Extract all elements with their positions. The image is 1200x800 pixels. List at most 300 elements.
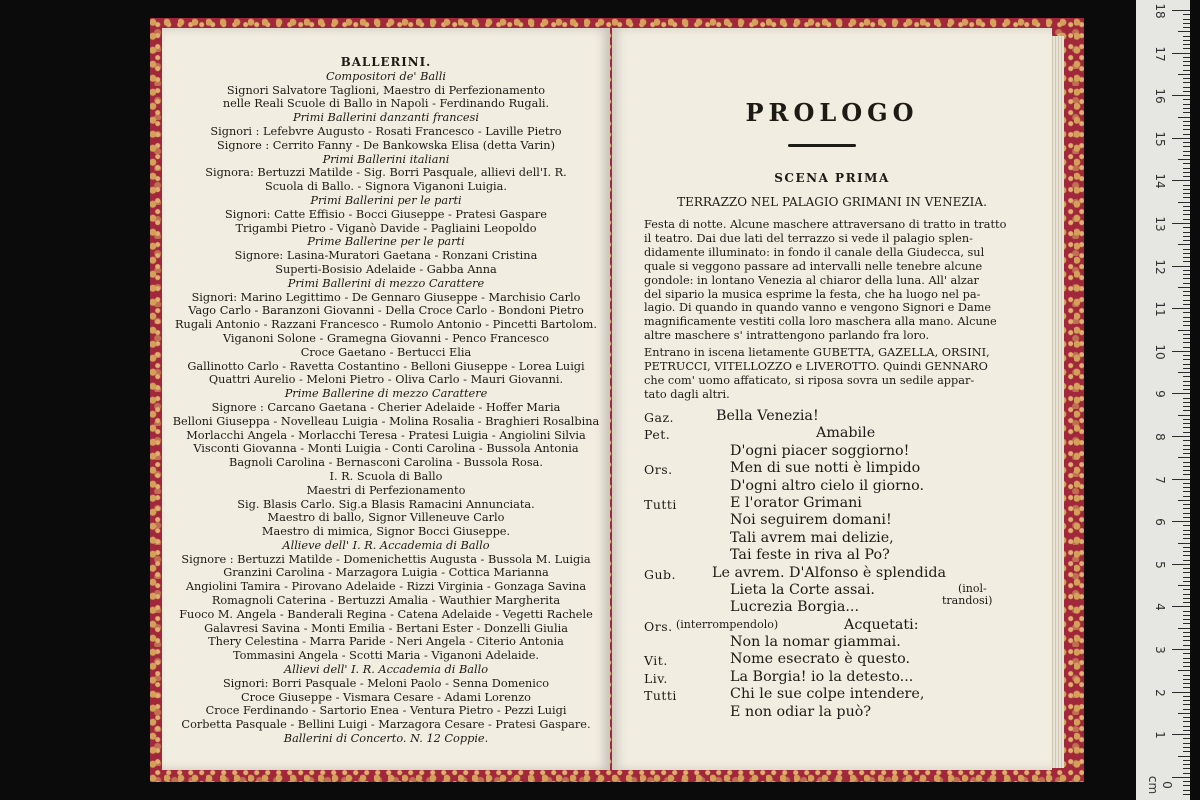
title-rule bbox=[788, 144, 856, 147]
ruler-tick bbox=[1183, 577, 1190, 578]
ruler-tick bbox=[1183, 768, 1190, 769]
ruler-tick bbox=[1178, 244, 1190, 245]
ruler-tick bbox=[1183, 406, 1190, 407]
paragraph-line: che com' uomo affaticato, si riposa sovra un sedile appar- bbox=[644, 373, 975, 387]
ruler-label: 7 bbox=[1153, 475, 1167, 484]
verse-text: Lieta la Corte assai. bbox=[730, 581, 875, 598]
ruler-tick bbox=[1183, 206, 1190, 207]
measurement-ruler bbox=[1136, 0, 1190, 800]
ruler-label: 6 bbox=[1153, 518, 1167, 526]
ruler-tick bbox=[1183, 129, 1190, 130]
cast-line: Maestro di ballo, Signor Villeneuve Carlo bbox=[267, 511, 505, 525]
cast-line: I. R. Scuola di Ballo bbox=[329, 469, 443, 483]
verse-text: Chi le sue colpe intendere, bbox=[730, 686, 925, 703]
ruler-tick bbox=[1183, 555, 1190, 556]
ruler-tick bbox=[1172, 223, 1190, 224]
ruler-tick bbox=[1183, 249, 1190, 250]
cast-line: Angiolini Tamira - Pirovano Adelaide - Rizzi Virginia - Gonzaga Savina bbox=[185, 580, 587, 594]
paragraph-line: Entrano in iscena lietamente GUBETTA, GAZELLA, ORSINI, bbox=[644, 346, 990, 359]
ruler-tick bbox=[1178, 287, 1190, 288]
cast-line: Signori: Catte Effisio - Bocci Giuseppe - Pratesi Gaspare bbox=[225, 207, 547, 221]
cast-line: Trigambi Pietro - Viganò Davide - Pagliaini Leopoldo bbox=[235, 221, 537, 235]
cast-line: Corbetta Pasquale - Bellini Luigi - Marzagora Cesare - Pratesi Gaspare. bbox=[181, 718, 591, 732]
ruler-tick bbox=[1183, 402, 1190, 403]
verse-text: La Borgia! io la detesto... bbox=[730, 668, 914, 685]
ruler-tick bbox=[1172, 479, 1190, 480]
ruler-tick bbox=[1183, 325, 1190, 326]
ruler-tick bbox=[1183, 270, 1190, 271]
ruler-tick bbox=[1183, 572, 1190, 573]
ruler-tick bbox=[1183, 355, 1190, 356]
ruler-tick bbox=[1172, 308, 1190, 309]
ruler-tick bbox=[1183, 168, 1190, 169]
ruler-tick bbox=[1183, 534, 1190, 535]
verse-line bbox=[644, 495, 1024, 512]
verse-line bbox=[644, 460, 1024, 477]
ruler-tick bbox=[1183, 530, 1190, 531]
ruler-tick bbox=[1183, 615, 1190, 616]
ruler-tick bbox=[1183, 189, 1190, 190]
ruler-tick bbox=[1183, 78, 1190, 79]
ruler-tick bbox=[1183, 210, 1190, 211]
ruler-tick bbox=[1183, 274, 1190, 275]
ruler-tick bbox=[1183, 568, 1190, 569]
speaker-name: Liv. bbox=[644, 670, 668, 686]
verse-text: Tai feste in riva al Po? bbox=[730, 547, 890, 564]
verse-line bbox=[644, 425, 1024, 442]
ruler-tick bbox=[1183, 462, 1190, 463]
ruler-tick bbox=[1183, 538, 1190, 539]
ruler-tick bbox=[1172, 777, 1190, 778]
ruler-tick bbox=[1183, 291, 1190, 292]
ruler-tick bbox=[1183, 385, 1190, 386]
cast-line: Signore: Lasina-Muratori Gaetana - Ronzani Cristina bbox=[234, 249, 538, 263]
ruler-tick bbox=[1183, 214, 1190, 215]
ruler-tick bbox=[1172, 95, 1190, 96]
ruler-tick bbox=[1183, 82, 1190, 83]
ruler-tick bbox=[1183, 764, 1190, 765]
cast-line: Ballerini di Concerto. N. 12 Coppie. bbox=[283, 732, 489, 746]
ruler-tick bbox=[1183, 560, 1190, 561]
cast-line: Croce Giuseppe - Vismara Cesare - Adami Lorenzo bbox=[241, 690, 531, 704]
ruler-tick bbox=[1183, 453, 1190, 454]
ruler-label: 5 bbox=[1153, 560, 1167, 569]
cast-line: Fuoco M. Angela - Banderali Regina - Catena Adelaide - Vegetti Rachele bbox=[179, 607, 593, 621]
ruler-tick bbox=[1172, 521, 1190, 522]
ruler-tick bbox=[1183, 368, 1190, 369]
verse-text: Amabile bbox=[816, 425, 876, 442]
stage-direction-2 bbox=[644, 346, 996, 402]
verse-text: Tali avrem mai delizie, bbox=[730, 529, 894, 546]
speaker-name: Tutti bbox=[644, 496, 677, 512]
ruler-tick bbox=[1183, 134, 1190, 135]
ruler-tick bbox=[1183, 738, 1190, 739]
ruler-tick bbox=[1183, 721, 1190, 722]
ruler-tick bbox=[1172, 393, 1190, 394]
cast-line: Signori : Lefebvre Augusto - Rosati Francesco - Laville Pietro bbox=[210, 124, 562, 138]
cast-line: Primi Ballerini italiani bbox=[322, 152, 450, 166]
paragraph-line: didamente illuminato: in fondo il canale della Giudecca, sul bbox=[644, 245, 985, 259]
ruler-tick bbox=[1183, 449, 1190, 450]
verse-text: E l'orator Grimani bbox=[730, 494, 862, 511]
ruler-tick bbox=[1183, 598, 1190, 599]
ruler-tick bbox=[1183, 594, 1190, 595]
ruler-tick bbox=[1183, 432, 1190, 433]
ruler-tick bbox=[1178, 372, 1190, 373]
verse-text: Bella Venezia! bbox=[716, 408, 819, 424]
ruler-tick bbox=[1183, 398, 1190, 399]
ruler-label: 10 bbox=[1153, 344, 1167, 360]
ruler-tick bbox=[1178, 756, 1190, 757]
cast-line: Morlacchi Angela - Morlacchi Teresa - Pratesi Luigia - Angiolini Silvia bbox=[186, 428, 586, 442]
verse-text: Non la nomar giammai. bbox=[730, 634, 901, 651]
ruler-tick bbox=[1178, 713, 1190, 714]
verse-text: D'ogni piacer soggiorno! bbox=[730, 442, 910, 459]
ruler-tick bbox=[1183, 334, 1190, 335]
cast-line: Romagnoli Caterina - Bertuzzi Amalia - Wauthier Margherita bbox=[211, 594, 561, 608]
paragraph-line: PETRUCCI, VITELLOZZO e LIVEROTTO. Quindi GENNARO bbox=[644, 359, 988, 373]
cast-line: Bagnoli Carolina - Bernasconi Carolina - Bussola Rosa. bbox=[229, 456, 543, 470]
cast-line: Visconti Giovanna - Monti Luigia - Conti Carolina - Bussola Antonia bbox=[193, 442, 579, 456]
ruler-tick bbox=[1183, 423, 1190, 424]
ruler-tick bbox=[1183, 104, 1190, 105]
ruler-tick bbox=[1183, 709, 1190, 710]
speaker-name: Ors. bbox=[644, 618, 673, 634]
ruler-tick bbox=[1178, 628, 1190, 629]
ruler-tick bbox=[1178, 117, 1190, 118]
ruler-tick bbox=[1183, 696, 1190, 697]
stage-note-inoltrandosi-1: (inol- bbox=[958, 582, 987, 595]
ruler-tick bbox=[1172, 53, 1190, 54]
ruler-tick bbox=[1183, 658, 1190, 659]
ruler-tick bbox=[1183, 295, 1190, 296]
paragraph-line: del sipario la musica esprime la festa, che ha luogo nel pa- bbox=[644, 287, 981, 301]
ruler-tick bbox=[1183, 163, 1190, 164]
ruler-tick bbox=[1183, 623, 1190, 624]
cast-line: Quattri Aurelio - Meloni Pietro - Oliva Carlo - Mauri Giovanni. bbox=[208, 373, 564, 387]
ruler-tick bbox=[1183, 236, 1190, 237]
verse-line bbox=[644, 478, 1024, 495]
ruler-tick bbox=[1183, 632, 1190, 633]
ruler-tick bbox=[1183, 99, 1190, 100]
ruler-tick bbox=[1172, 266, 1190, 267]
ruler-tick bbox=[1183, 23, 1190, 24]
cast-line: Croce Gaetano - Bertucci Elia bbox=[300, 345, 472, 359]
ruler-tick bbox=[1183, 790, 1190, 791]
verse-block bbox=[644, 408, 1024, 721]
ruler-tick bbox=[1178, 415, 1190, 416]
verse-line bbox=[644, 704, 1024, 721]
verse-text: Acquetati: bbox=[844, 616, 919, 633]
ruler-tick bbox=[1183, 278, 1190, 279]
ruler-tick bbox=[1178, 543, 1190, 544]
ruler-tick bbox=[1183, 57, 1190, 58]
ruler-tick bbox=[1183, 359, 1190, 360]
cast-line: Signore : Carcano Gaetana - Cherier Adelaide - Hoffer Maria bbox=[211, 400, 561, 414]
ruler-tick bbox=[1183, 794, 1190, 795]
ruler-tick bbox=[1183, 785, 1190, 786]
cast-line: Vago Carlo - Baranzoni Giovanni - Della Croce Carlo - Bondoni Pietro bbox=[188, 304, 584, 318]
ruler-tick bbox=[1183, 146, 1190, 147]
ruler-tick bbox=[1183, 474, 1190, 475]
ruler-tick bbox=[1183, 525, 1190, 526]
cast-line: Sig. Blasis Carlo. Sig.a Blasis Ramacini Annunciata. bbox=[237, 497, 535, 511]
cast-line: Signori: Borri Pasquale - Meloni Paolo - Senna Domenico bbox=[222, 676, 550, 690]
ruler-tick bbox=[1183, 751, 1190, 752]
ruler-tick bbox=[1172, 564, 1190, 565]
ruler-tick bbox=[1183, 232, 1190, 233]
ruler-tick bbox=[1178, 457, 1190, 458]
ruler-tick bbox=[1172, 138, 1190, 139]
verse-line bbox=[644, 669, 1024, 686]
ruler-tick bbox=[1183, 747, 1190, 748]
cast-line: Granzini Carolina - Marzagora Luigia - Cottica Marianna bbox=[223, 566, 549, 580]
verse-line bbox=[644, 443, 1024, 460]
scene-location: TERRAZZO NEL PALAGIO GRIMANI IN VENEZIA. bbox=[677, 195, 987, 209]
verse-text: Le avrem. D'Alfonso è splendida bbox=[712, 564, 947, 581]
ruler-tick bbox=[1183, 611, 1190, 612]
ruler-tick bbox=[1178, 159, 1190, 160]
ruler-tick bbox=[1183, 547, 1190, 548]
ruler-tick bbox=[1183, 504, 1190, 505]
ruler-tick bbox=[1183, 517, 1190, 518]
ruler-tick bbox=[1183, 87, 1190, 88]
ruler-tick bbox=[1183, 508, 1190, 509]
ruler-tick bbox=[1183, 581, 1190, 582]
paragraph-line: il teatro. Dai due lati del terrazzo si vede il palagio splen- bbox=[644, 231, 973, 245]
ruler-tick bbox=[1183, 253, 1190, 254]
verse-text: Men di sue notti è limpido bbox=[730, 460, 921, 477]
ruler-tick bbox=[1178, 585, 1190, 586]
ruler-tick bbox=[1183, 491, 1190, 492]
ruler-tick bbox=[1183, 108, 1190, 109]
ruler-tick bbox=[1183, 551, 1190, 552]
cast-line: Belloni Giuseppa - Novelleau Luigia - Molina Rosalia - Braghieri Rosalbina bbox=[172, 414, 600, 428]
paragraph-line: tato dagli altri. bbox=[644, 387, 730, 401]
ruler-tick bbox=[1183, 91, 1190, 92]
ruler-tick bbox=[1183, 48, 1190, 49]
ruler-label: 15 bbox=[1153, 131, 1167, 147]
ruler-tick bbox=[1172, 734, 1190, 735]
ruler-tick bbox=[1172, 436, 1190, 437]
ruler-tick bbox=[1183, 700, 1190, 701]
ruler-tick bbox=[1183, 773, 1190, 774]
ruler-tick bbox=[1183, 317, 1190, 318]
page-title: PROLOGO bbox=[745, 98, 919, 127]
ruler-tick bbox=[1183, 760, 1190, 761]
cast-line: Primi Ballerini di mezzo Carattere bbox=[287, 276, 485, 290]
ruler-tick bbox=[1183, 40, 1190, 41]
speaker-name: Vit. bbox=[644, 653, 668, 669]
verse-line bbox=[644, 547, 1024, 564]
ruler-tick bbox=[1183, 483, 1190, 484]
ruler-tick bbox=[1183, 602, 1190, 603]
ruler-tick bbox=[1172, 649, 1190, 650]
cast-list bbox=[162, 56, 610, 746]
ruler-tick bbox=[1183, 300, 1190, 301]
ruler-tick bbox=[1183, 730, 1190, 731]
ruler-tick bbox=[1183, 683, 1190, 684]
ruler-tick bbox=[1172, 692, 1190, 693]
ruler-label: 18 bbox=[1153, 3, 1167, 19]
cast-line: Rugali Antonio - Razzani Francesco - Rumolo Antonio - Pincetti Bartolom. bbox=[175, 318, 597, 332]
ruler-label: 9 bbox=[1153, 390, 1167, 399]
cast-line: Thery Celestina - Marra Paride - Neri Angela - Citerio Antonia bbox=[208, 635, 564, 649]
ruler-tick bbox=[1183, 470, 1190, 471]
ruler-tick bbox=[1183, 44, 1190, 45]
ruler-tick bbox=[1183, 36, 1190, 37]
ruler-label: 12 bbox=[1153, 258, 1167, 275]
ruler-tick bbox=[1183, 717, 1190, 718]
ruler-label: 1 bbox=[1153, 731, 1167, 739]
ruler-label: 2 bbox=[1153, 688, 1167, 697]
ruler-tick bbox=[1183, 381, 1190, 382]
verse-line bbox=[644, 565, 1024, 582]
ruler-label: 4 bbox=[1153, 603, 1167, 612]
ruler-tick bbox=[1183, 419, 1190, 420]
verse-line bbox=[644, 651, 1024, 668]
speaker-name: Tutti bbox=[644, 688, 677, 704]
scene-heading: SCENA PRIMA bbox=[774, 171, 890, 185]
ruler-tick bbox=[1183, 636, 1190, 637]
ruler-tick bbox=[1183, 193, 1190, 194]
verse-line bbox=[644, 408, 1024, 425]
cast-line: Signore : Bertuzzi Matilde - Domenichettis Augusta - Bussola M. Luigia bbox=[181, 552, 591, 566]
ruler-tick bbox=[1183, 257, 1190, 258]
verse-line bbox=[644, 686, 1024, 703]
ruler-tick bbox=[1178, 202, 1190, 203]
verse-line bbox=[644, 634, 1024, 651]
ruler-tick bbox=[1183, 176, 1190, 177]
ruler-tick bbox=[1178, 330, 1190, 331]
ruler-tick bbox=[1183, 704, 1190, 705]
cast-line: Signori: Marino Legittimo - De Gennaro Giuseppe - Marchisio Carlo bbox=[191, 290, 581, 304]
ruler-tick bbox=[1178, 500, 1190, 501]
ruler-tick bbox=[1183, 466, 1190, 467]
cast-line: Tommasini Angela - Scotti Maria - Viganoni Adelaide. bbox=[232, 649, 540, 663]
ruler-tick bbox=[1183, 19, 1190, 20]
ruler-tick bbox=[1183, 283, 1190, 284]
ruler-tick bbox=[1183, 364, 1190, 365]
stage-note-inoltrandosi-2: trandosi) bbox=[942, 594, 993, 607]
verse-text: Lucrezia Borgia... bbox=[730, 599, 860, 616]
ruler-tick bbox=[1183, 312, 1190, 313]
ruler-label: 11 bbox=[1153, 301, 1167, 317]
verse-text: Nome esecrato è questo. bbox=[730, 651, 911, 668]
ruler-tick bbox=[1172, 10, 1190, 11]
ruler-tick bbox=[1183, 687, 1190, 688]
ruler-tick bbox=[1172, 351, 1190, 352]
ruler-tick bbox=[1183, 125, 1190, 126]
ruler-tick bbox=[1183, 240, 1190, 241]
ruler-tick bbox=[1178, 670, 1190, 671]
ruler-tick bbox=[1183, 781, 1190, 782]
ruler-tick bbox=[1183, 112, 1190, 113]
paragraph-line: gondole: in lontano Venezia al chiaror della luna. All' alzar bbox=[644, 273, 979, 287]
cast-line: Galavresi Savina - Monti Emilia - Bertani Ester - Donzelli Giulia bbox=[204, 621, 568, 635]
cast-line: nelle Reali Scuole di Ballo in Napoli - Ferdinando Rugali. bbox=[222, 97, 550, 111]
speaker-name: Gaz. bbox=[644, 410, 674, 425]
cast-line: Maestro di mimica, Signor Bocci Giuseppe. bbox=[261, 525, 511, 539]
ruler-tick bbox=[1183, 304, 1190, 305]
ruler-tick bbox=[1183, 679, 1190, 680]
ruler-tick bbox=[1183, 172, 1190, 173]
ruler-tick bbox=[1178, 74, 1190, 75]
verse-text: E non odiar la può? bbox=[730, 703, 872, 720]
cast-line: Scuola di Ballo. - Signora Viganoni Luigia. bbox=[264, 180, 508, 194]
speaker-name: Ors. bbox=[644, 462, 673, 478]
cast-line: Maestri di Perfezionamento bbox=[306, 483, 466, 497]
ruler-tick bbox=[1183, 440, 1190, 441]
ruler-tick bbox=[1183, 496, 1190, 497]
cast-line: Allieve dell' I. R. Accademia di Ballo bbox=[282, 538, 490, 552]
ruler-tick bbox=[1183, 261, 1190, 262]
cast-line: BALLERINI. bbox=[340, 55, 432, 69]
ruler-tick bbox=[1183, 155, 1190, 156]
right-page bbox=[612, 28, 1052, 770]
ruler-tick bbox=[1183, 14, 1190, 15]
ruler-tick bbox=[1183, 70, 1190, 71]
ruler-tick bbox=[1183, 185, 1190, 186]
page-edges bbox=[1050, 36, 1064, 768]
ruler-tick bbox=[1183, 726, 1190, 727]
ruler-tick bbox=[1183, 675, 1190, 676]
cast-line: Prime Ballerine per le parti bbox=[307, 235, 465, 249]
speaker-name: Gub. bbox=[644, 566, 677, 582]
ruler-tick bbox=[1183, 338, 1190, 339]
verse-line bbox=[644, 512, 1024, 529]
ruler-tick bbox=[1183, 61, 1190, 62]
ruler-label: 13 bbox=[1153, 216, 1167, 232]
ruler-tick bbox=[1183, 427, 1190, 428]
ruler-label: 14 bbox=[1153, 173, 1167, 190]
ruler-label: 8 bbox=[1153, 433, 1167, 441]
ruler-tick bbox=[1178, 31, 1190, 32]
verse-line bbox=[644, 530, 1024, 547]
ruler-tick bbox=[1183, 513, 1190, 514]
ruler-tick bbox=[1183, 65, 1190, 66]
cast-line: Primi Ballerini per le parti bbox=[310, 193, 462, 207]
ruler-tick bbox=[1183, 342, 1190, 343]
ruler-tick bbox=[1183, 321, 1190, 322]
ruler-tick bbox=[1183, 410, 1190, 411]
left-page bbox=[162, 28, 610, 770]
paragraph-line: altre maschere s' intrattengono parlando fra loro. bbox=[644, 329, 930, 343]
cast-line: Signore : Cerrito Fanny - De Bankowska Elisa (detta Varin) bbox=[217, 138, 555, 152]
ruler-tick bbox=[1183, 151, 1190, 152]
cast-line: Primi Ballerini danzanti francesi bbox=[293, 111, 479, 125]
ruler-tick bbox=[1183, 445, 1190, 446]
ruler-tick bbox=[1172, 606, 1190, 607]
ruler-tick bbox=[1183, 662, 1190, 663]
ruler-tick bbox=[1183, 653, 1190, 654]
ruler-tick bbox=[1183, 389, 1190, 390]
ruler-tick bbox=[1183, 666, 1190, 667]
cast-line: Superti-Bosisio Adelaide - Gabba Anna bbox=[275, 262, 497, 276]
ruler-tick bbox=[1183, 121, 1190, 122]
ruler-tick bbox=[1183, 645, 1190, 646]
ruler-label: 17 bbox=[1153, 45, 1167, 62]
cast-line: Viganoni Solone - Gramegna Giovanni - Penco Francesco bbox=[222, 331, 550, 345]
cast-line: Prime Ballerine di mezzo Carattere bbox=[284, 387, 488, 401]
ruler-tick bbox=[1183, 227, 1190, 228]
ruler-tick bbox=[1183, 27, 1190, 28]
cast-line: Signori Salvatore Taglioni, Maestro di Perfezionamento bbox=[226, 83, 546, 97]
ruler-tick bbox=[1183, 197, 1190, 198]
ruler-tick bbox=[1183, 743, 1190, 744]
ruler-tick bbox=[1183, 219, 1190, 220]
stage-direction-1 bbox=[644, 218, 1007, 343]
